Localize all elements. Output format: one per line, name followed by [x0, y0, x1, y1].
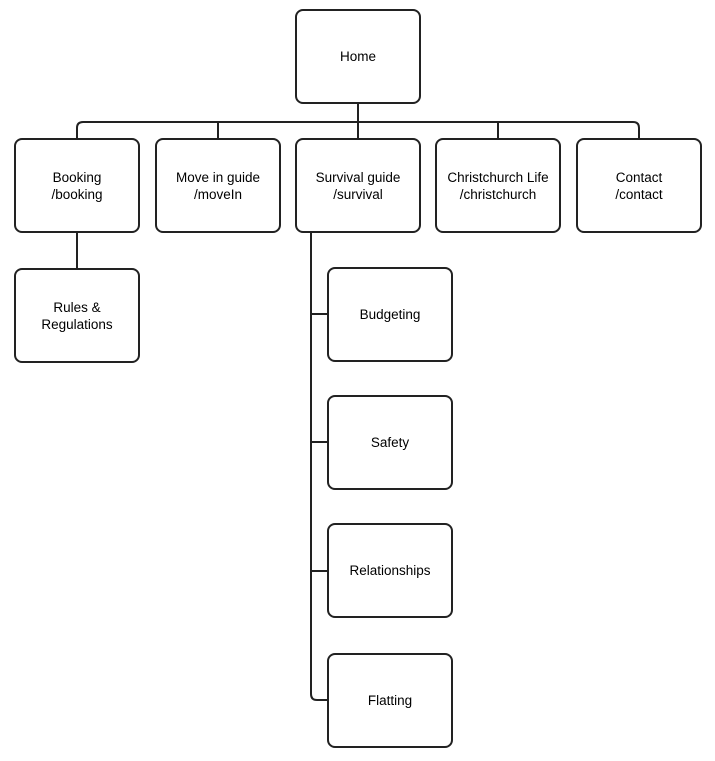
node-budgeting-label: Budgeting [359, 307, 421, 322]
node-contact [576, 138, 702, 233]
node-flatting-label: Flatting [367, 693, 413, 708]
node-move-in-guide-label: Move in guide [175, 169, 261, 185]
node-survival-guide-label: Survival guide [315, 169, 401, 185]
node-relationships [327, 523, 453, 618]
node-contact-path: /contact [615, 186, 663, 202]
node-contact-label: Contact [615, 169, 663, 185]
node-survival-guide-path: /survival [333, 186, 383, 202]
node-move-in-guide-path: /moveIn [193, 186, 243, 202]
connector-survival-spine [311, 233, 327, 700]
node-booking-path: /booking [51, 186, 103, 202]
node-safety-label: Safety [370, 435, 410, 450]
node-rules-regulations-label: Rules & Regulations [41, 299, 113, 332]
node-home-label: Home [339, 49, 376, 64]
node-rules-regulations [14, 268, 140, 363]
node-booking-label: Booking [52, 169, 102, 185]
node-christchurch-life-path: /christchurch [459, 186, 537, 202]
node-booking [14, 138, 140, 233]
node-survival-guide [295, 138, 421, 233]
node-budgeting [327, 267, 453, 362]
node-flatting [327, 653, 453, 748]
node-safety [327, 395, 453, 490]
node-christchurch-life-label: Christchurch Life [447, 169, 549, 185]
node-christchurch-life [435, 138, 561, 233]
node-move-in-guide [155, 138, 281, 233]
node-home [295, 9, 421, 104]
node-relationships-label: Relationships [349, 563, 431, 578]
